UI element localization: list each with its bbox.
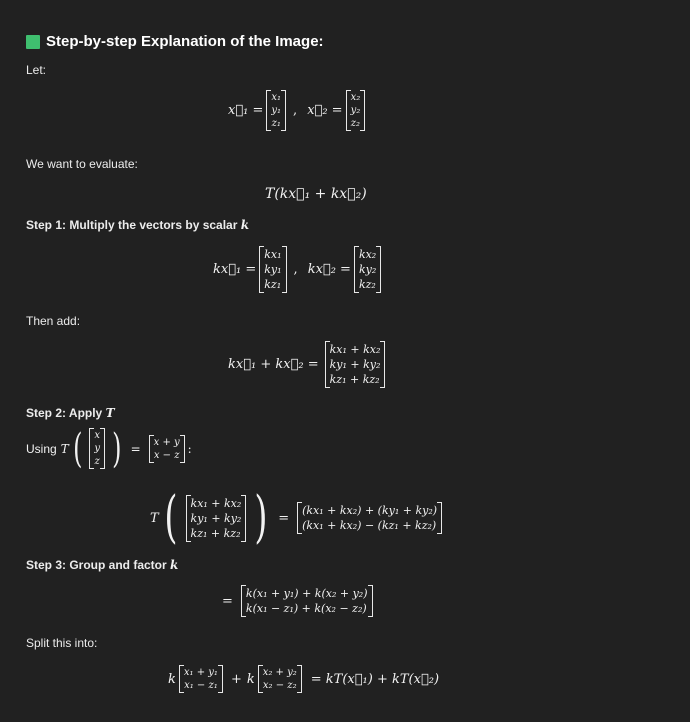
vector-sum: kx⃗₁ + kx⃗₂ = kx₁ + kx₂ ky₁ + ky₂ kz₁ + kz₂ [228,341,388,388]
heading-text: Step-by-step Explanation of the Image: [46,33,324,50]
scaled-vectors: kx⃗₁ = kx₁ ky₁ kz₁ , kx⃗₂ = kx₂ ky₂ kz₂ [213,246,384,293]
transform-definition: Using T ( x y z ) = x + y x − z : [26,425,192,472]
vector-definition: x⃗₁ = x₁ y₁ z₁ , x⃗₂ = x₂ y₂ z₂ [228,90,368,131]
split-label: Split this into: [26,636,98,650]
grouped-vector: k(x₁ + y₁) + k(x₂ + y₂) k(x₁ − z₁) + k(x₂ − z₂) [241,585,373,617]
vector-kx1: kx₁ ky₁ kz₁ [259,246,286,293]
vector-kx2: kx₂ ky₂ kz₂ [354,246,381,293]
final-vector-2: x₂ + y₂ x₂ − z₂ [258,665,302,693]
apply-output-vector: (kx₁ + kx₂) + (ky₁ + ky₂) (kx₁ + kx₂) − (kz₁ + kz₂) [297,502,442,534]
then-label: Then add: [26,314,81,328]
step3-label: Step 3: Group and factor k [26,558,179,572]
vector-x1: x₁ y₁ z₁ [266,90,286,131]
step1-label: Step 1: Multiply the vectors by scalar k [26,218,250,232]
let-label: Let: [26,63,47,77]
green-square-icon [26,35,40,49]
apply-input-vector: kx₁ + kx₂ ky₁ + ky₂ kz₁ + kz₂ [186,495,247,542]
goal-expression: T(kx⃗₁ + kx⃗₂) [265,186,367,202]
grouped-expression: = k(x₁ + y₁) + k(x₂ + y₂) k(x₁ − z₁) + k(x₂ − z₂) [222,585,376,617]
vector-sum-result: kx₁ + kx₂ ky₁ + ky₂ kz₁ + kz₂ [325,341,386,388]
want-label: We want to evaluate: [26,157,138,171]
input-vector-xyz: x y z [89,428,105,469]
output-vector-def: x + y x − z [149,435,185,463]
apply-transform: T ( kx₁ + kx₂ ky₁ + ky₂ kz₁ + kz₂ ) = (kx₁ + kx₂) + (ky₁ + ky₂) (kx₁ + kx₂) − (kz₁ + kz₂) [150,490,445,546]
final-expression: k x₁ + y₁ x₁ − z₁ + k x₂ + y₂ x₂ − z₂ = kT(x⃗₁) + kT(x⃗₂) [168,667,440,691]
section-heading [26,33,324,50]
final-vector-1: x₁ + y₁ x₁ − z₁ [179,665,223,693]
vector-x2: x₂ y₂ z₂ [346,90,366,131]
step2-label: Step 2: Apply T [26,406,115,420]
